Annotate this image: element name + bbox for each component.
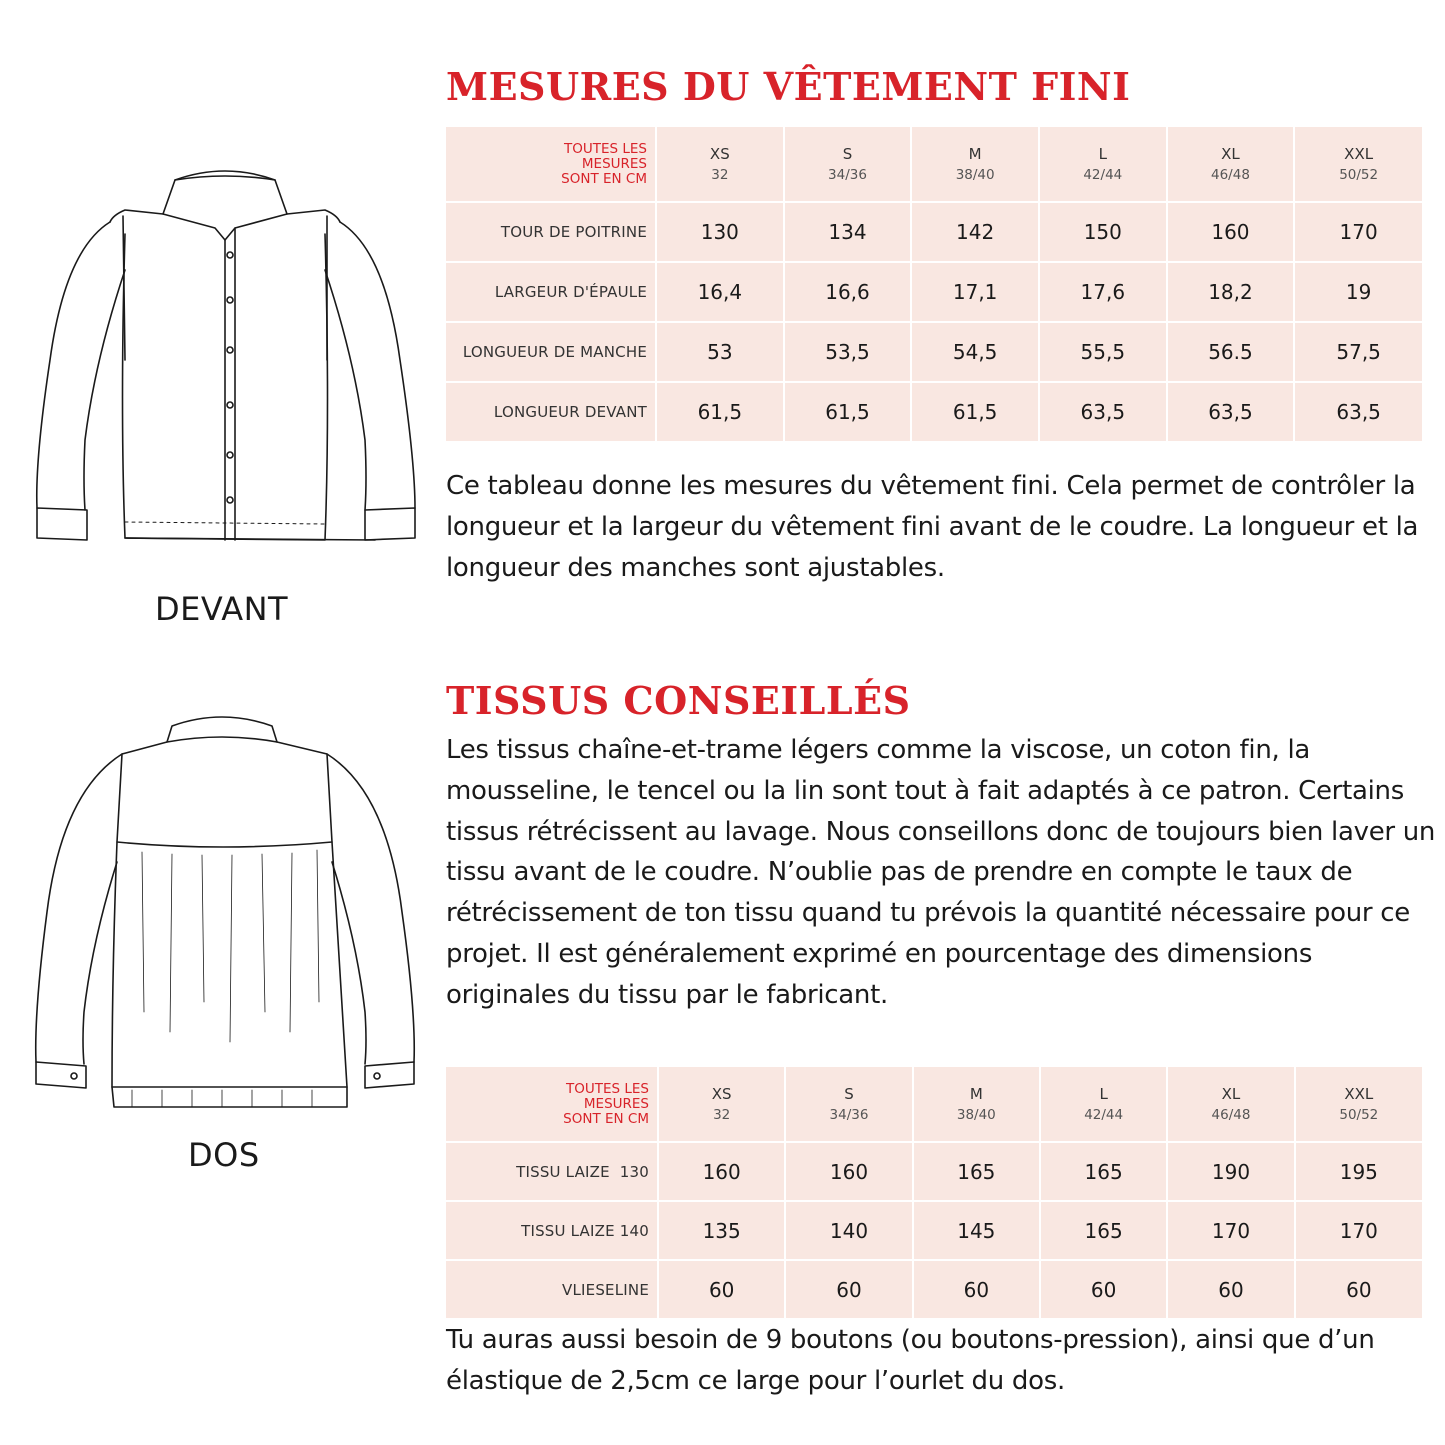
cell-value: 53,5: [784, 322, 912, 382]
cell-value: 61,5: [656, 382, 784, 441]
cell-value: 195: [1295, 1142, 1422, 1201]
cell-value: 53: [656, 322, 784, 382]
back-caption: DOS: [188, 1136, 260, 1174]
size-col-l: L 42/44: [1040, 1067, 1167, 1142]
table-row: [446, 322, 1422, 382]
cell-value: 170: [1167, 1201, 1294, 1260]
cell-value: 63,5: [1039, 382, 1167, 441]
finished-measurements-title: MESURES DU VÊTEMENT FINI: [446, 64, 1131, 109]
size-col-m: M 38/40: [911, 127, 1039, 202]
cell-value: 17,1: [911, 262, 1039, 322]
cell-value: 170: [1295, 1201, 1422, 1260]
table-header-row: [446, 1067, 1422, 1142]
cell-value: 60: [1040, 1260, 1167, 1318]
row-label: LONGUEUR DEVANT: [446, 382, 656, 441]
cell-value: 54,5: [911, 322, 1039, 382]
cell-value: 19: [1294, 262, 1422, 322]
table-row: [446, 1260, 1422, 1318]
table-row: [446, 382, 1422, 441]
cell-value: 130: [656, 202, 784, 262]
units-note: TOUTES LES MESURES SONT EN CM: [446, 127, 656, 202]
shirt-back-illustration: [22, 712, 422, 1122]
cell-value: 63,5: [1167, 382, 1295, 441]
table-header-row: [446, 127, 1422, 202]
front-caption: DEVANT: [155, 590, 289, 628]
table-row: [446, 202, 1422, 262]
cell-value: 60: [658, 1260, 785, 1318]
measurements-description: Ce tableau donne les mesures du vêtement fini. Cela permet de contrôler la longueur et la largeur du vêtement fini avant de le coudre. La longueur et la longueur des manches sont ajustables.: [446, 471, 1419, 583]
units-note: TOUTES LES MESURES SONT EN CM: [446, 1067, 658, 1142]
cell-value: 160: [658, 1142, 785, 1201]
row-label: TISSU LAIZE 140: [446, 1201, 658, 1260]
size-col-s: S 34/36: [785, 1067, 912, 1142]
cell-value: 60: [785, 1260, 912, 1318]
size-col-l: L 42/44: [1039, 127, 1167, 202]
size-col-m: M 38/40: [913, 1067, 1040, 1142]
cell-value: 165: [913, 1142, 1040, 1201]
cell-value: 60: [913, 1260, 1040, 1318]
cell-value: 16,6: [784, 262, 912, 322]
cell-value: 55,5: [1039, 322, 1167, 382]
cell-value: 165: [1040, 1201, 1167, 1260]
row-label: LARGEUR D'ÉPAULE: [446, 262, 656, 322]
cell-value: 165: [1040, 1142, 1167, 1201]
cell-value: 63,5: [1336, 400, 1381, 424]
row-label: TISSU LAIZE 130: [446, 1142, 658, 1201]
fabric-quantities-table: [446, 1067, 1422, 1318]
cell-value: 60: [1346, 1277, 1372, 1302]
cell-value: 57,5: [1294, 322, 1422, 382]
cell-value: 61,5: [784, 382, 912, 441]
cell-value: 56.5: [1167, 322, 1295, 382]
recommended-fabrics-title: TISSUS CONSEILLÉS: [446, 678, 911, 723]
cell-value: 134: [784, 202, 912, 262]
cell-value: 17,6: [1039, 262, 1167, 322]
size-col-s: S 34/36: [784, 127, 912, 202]
notions-note: Tu auras aussi besoin de 9 boutons (ou boutons-pression), ainsi que d’un élastique de 2,5cm ce large pour l’ourlet du dos.: [446, 1325, 1375, 1396]
fabrics-description: Les tissus chaîne-et-trame légers comme la viscose, un coton fin, la mousseline, le tencel ou la lin sont tout à fait adaptés à ce patron. Certains tissus rétrécissent au lavage. Nous conseillons donc de toujours bien laver un tissu avant de le coudre. N’oublie pas de prendre en compte le taux de rétrécissement de ton tissu quand tu prévois la quantité nécessaire pour ce projet. Il est généralement exprimé en pourcentage des dimensions originales du tissu par le fabricant.: [446, 735, 1436, 1010]
cell-value: 140: [785, 1201, 912, 1260]
size-col-xs: XS 32: [656, 127, 784, 202]
cell-value: 18,2: [1167, 262, 1295, 322]
cell-value: 150: [1039, 202, 1167, 262]
cell-value: 160: [1167, 202, 1295, 262]
table-row: [446, 1142, 1422, 1201]
cell-value: 145: [913, 1201, 1040, 1260]
shirt-front-illustration: [25, 160, 425, 560]
row-label: LONGUEUR DE MANCHE: [446, 322, 656, 382]
finished-measurements-table: [446, 127, 1422, 441]
cell-value: 170: [1294, 202, 1422, 262]
cell-value: 160: [785, 1142, 912, 1201]
size-col-xxl: XXL 50/52: [1294, 127, 1422, 202]
size-col-xxl: XXL 50/52: [1295, 1067, 1422, 1142]
cell-value: 135: [658, 1201, 785, 1260]
size-col-xl: XL 46/48: [1167, 127, 1295, 202]
table-row: [446, 262, 1422, 322]
row-label: VLIESELINE: [446, 1260, 658, 1318]
row-label: TOUR DE POITRINE: [446, 202, 656, 262]
cell-value: 142: [911, 202, 1039, 262]
size-col-xs: XS 32: [658, 1067, 785, 1142]
size-col-xl: XL 46/48: [1167, 1067, 1294, 1142]
table-row: [446, 1201, 1422, 1260]
cell-value: 16,4: [656, 262, 784, 322]
cell-value: 60: [1167, 1260, 1294, 1318]
cell-value: 61,5: [911, 382, 1039, 441]
cell-value: 190: [1167, 1142, 1294, 1201]
